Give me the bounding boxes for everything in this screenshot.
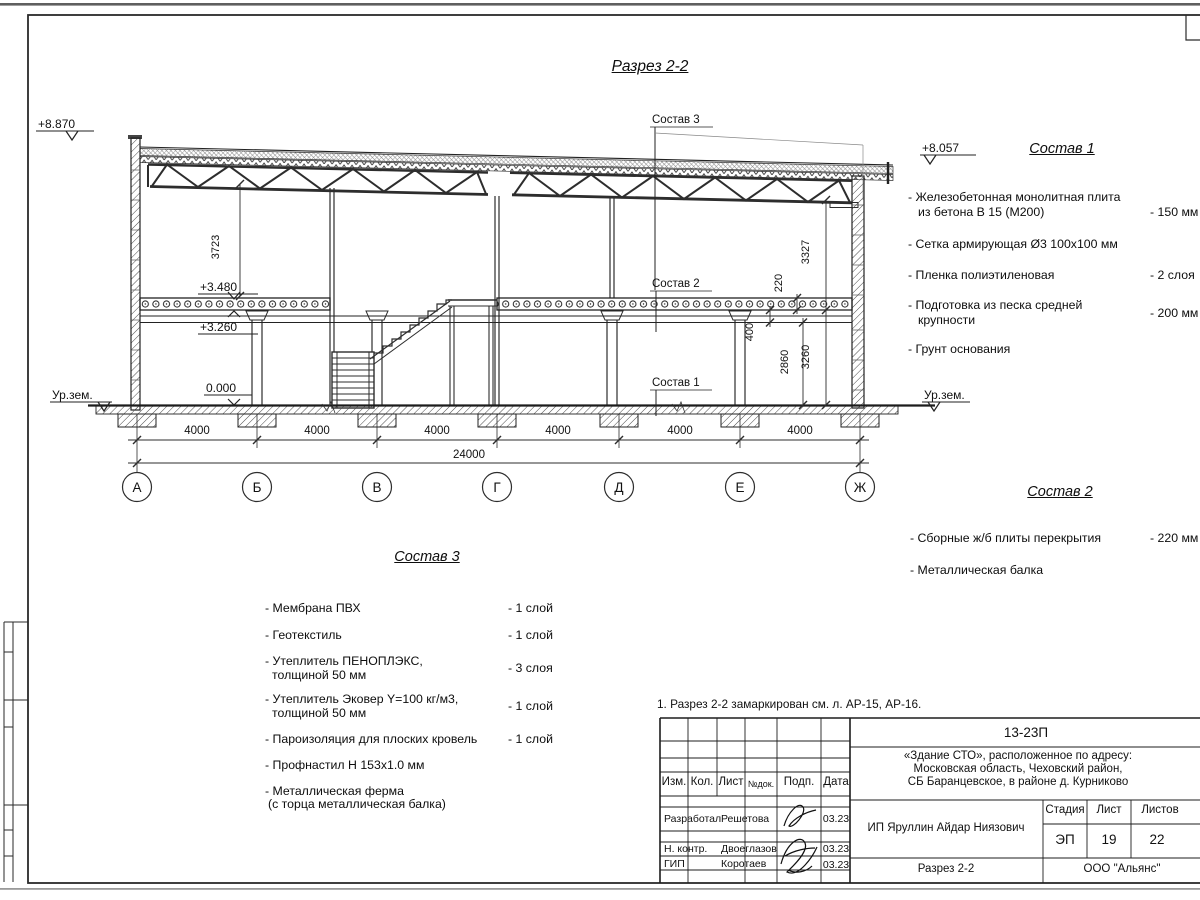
axis-label: Ж (853, 480, 867, 495)
ground-level-left: Ур.зем. (52, 388, 93, 402)
tb-role: Н. контр. (664, 843, 708, 855)
elevation-top-right: +8.057 (922, 141, 960, 155)
spec-line: из бетона В 15 (М200) (918, 205, 1045, 219)
dim-label: 3327 (800, 239, 812, 265)
dim-label: 220 (773, 273, 785, 293)
spec-line: - Сборные ж/б плиты перекрытия (910, 531, 1102, 545)
signatures (781, 805, 817, 873)
spec-line: - Мембрана ПВХ (265, 601, 361, 615)
ref-sostav1: Состав 1 (652, 377, 700, 389)
tb-sheet-title: Разрез 2-2 (917, 863, 975, 875)
tb-object-line: СБ Баранцевское, в районе д. Курниково (907, 776, 1129, 788)
spec-value: - 1 слой (508, 699, 553, 713)
spec-line: - Грунт основания (908, 342, 1011, 356)
reference-leaders (650, 114, 863, 416)
tb-sheet: 19 (1101, 832, 1117, 847)
tb-sheet-label: Лист (1096, 804, 1122, 816)
left-binding-table (4, 622, 28, 882)
ground-level-right: Ур.зем. (924, 388, 965, 402)
spec-value: - 200 мм (1150, 306, 1199, 320)
spec-line: толщиной 50 мм (272, 668, 367, 682)
tb-object-line: «Здание СТО», расположенное по адресу: (903, 750, 1133, 762)
spec-line: - Профнастил Н 153х1.0 мм (265, 758, 425, 772)
tb-name: Решетова (721, 813, 770, 825)
spec-line: - Пленка полиэтиленовая (908, 268, 1055, 282)
axis-bubbles (123, 473, 875, 502)
dim-label: 4000 (424, 425, 450, 437)
tb-company: ООО "Альянс" (1083, 863, 1161, 875)
drawing-title: Разрез 2-2 (611, 58, 689, 75)
spec-line: - Железобетонная монолитная плита (908, 190, 1121, 204)
spec-value: - 150 мм (1150, 205, 1199, 219)
spec-value: - 3 слоя (508, 661, 553, 675)
tb-col-data: Дата (823, 776, 849, 788)
vertical-dimensions (236, 180, 852, 409)
tb-client: ИП Яруллин Айдар Ниязович (867, 822, 1025, 834)
spec-line: - Геотекстиль (265, 628, 342, 642)
dim-label: 3723 (210, 234, 222, 260)
spec-value: - 2 слоя (1150, 268, 1195, 282)
elevation-top-left: +8.870 (38, 117, 76, 131)
spec-line: толщиной 50 мм (272, 706, 367, 720)
sostav1-heading: Состав 1 (1029, 141, 1095, 157)
tb-date: 03.23 (822, 859, 850, 871)
dim-label: 4000 (184, 425, 210, 437)
tb-stage-label: Стадия (1045, 804, 1085, 816)
tb-role: ГИП (664, 858, 685, 870)
dim-label: 3260 (800, 344, 812, 370)
dim-label-total: 24000 (453, 449, 485, 461)
tb-col-kol: Кол. (690, 776, 714, 788)
bay-dimension-labels (184, 425, 813, 461)
spec-line: - Сетка армирующая Ø3 100х100 мм (908, 237, 1118, 251)
dim-label: 4000 (304, 425, 330, 437)
sostav3-heading: Состав 3 (394, 549, 460, 565)
tb-date: 03.23 (822, 813, 850, 825)
spec-line: - Подготовка из песка средней (908, 298, 1083, 312)
dim-label: 400 (744, 322, 756, 342)
tb-date: 03.23 (822, 843, 850, 855)
dim-label: 2860 (779, 349, 791, 375)
spec-value: - 1 слой (508, 628, 553, 642)
spec-line: - Утеплитель Эковер Y=100 кг/м3, (265, 692, 459, 706)
axis-label: Б (252, 480, 262, 495)
tb-name: Коротаев (721, 858, 767, 870)
sheet-note: 1. Разрез 2-2 замаркирован см. л. АР-15, АР-16. (657, 697, 922, 711)
spec-line: - Металлическая ферма (265, 784, 404, 798)
spec-value: - 1 слой (508, 732, 553, 746)
elevation-zero: 0.000 (206, 381, 237, 395)
tb-col-ndok: №док. (747, 779, 775, 789)
dim-label: 4000 (787, 425, 813, 437)
dim-label: 4000 (545, 425, 571, 437)
ref-sostav3: Состав 3 (652, 114, 700, 126)
spec-line: (с торца металлическая балка) (268, 797, 446, 811)
spec-line: - Пароизоляция для плоских кровель (265, 732, 478, 746)
tb-role: Разработал (664, 813, 722, 825)
signature-1 (784, 805, 816, 826)
tb-col-podp: Подп. (783, 776, 815, 788)
tb-stage: ЭП (1055, 832, 1075, 847)
spec-line: - Металлическая балка (910, 563, 1044, 577)
elevation-slab: +3.480 (200, 280, 238, 294)
sostav2-heading: Состав 2 (1027, 484, 1093, 500)
ground-floor (88, 402, 935, 427)
tb-sheets-label: Листов (1141, 804, 1179, 816)
axis-label: Е (735, 480, 745, 495)
axis-label: Д (614, 480, 624, 495)
tb-doc-number: 13-23П (1003, 725, 1049, 740)
tb-col-izm: Изм. (661, 776, 687, 788)
dim-label: 4000 (667, 425, 693, 437)
tb-sheets: 22 (1149, 832, 1165, 847)
spec-value: - 1 слой (508, 601, 553, 615)
spec-line: крупности (918, 313, 976, 327)
tb-name: Двоеглазов (721, 843, 777, 855)
axis-label: В (372, 480, 382, 495)
elevation-beam: +3.260 (200, 320, 238, 334)
axis-label: А (132, 480, 142, 495)
spec-value: - 220 мм (1150, 531, 1199, 545)
spec-line: - Утеплитель ПЕНОПЛЭКС, (265, 654, 423, 668)
axis-label: Г (493, 480, 501, 495)
ref-sostav2: Состав 2 (652, 278, 700, 290)
tb-col-list: Лист (718, 776, 744, 788)
tb-object-line: Московская область, Чеховский район, (913, 763, 1123, 775)
